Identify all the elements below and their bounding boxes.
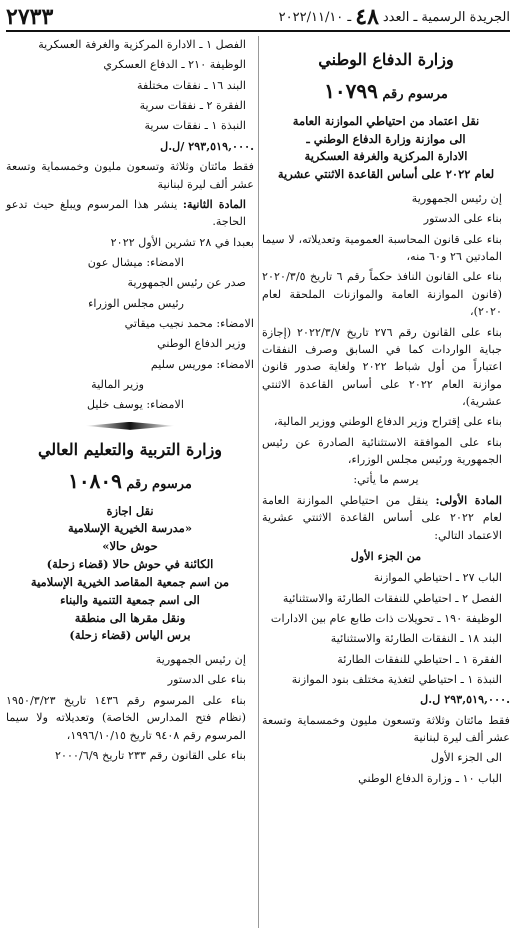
date-line: بعبدا في ٢٨ تشرين الأول ٢٠٢٢ (110, 235, 254, 249)
page-number: ٢٧٣٣ (6, 4, 54, 30)
subject-line: نقل اجازة (106, 503, 154, 518)
subject-line: الى اسم جمعية التنمية والبناء (60, 592, 200, 607)
amount: ٢٩٣,٥١٩,٠٠٠ ل.ل. (420, 692, 510, 707)
left-column (6, 36, 254, 767)
budget-line: النبذة ١ ـ نفقات سرية (144, 119, 246, 133)
signature: الامضاء: ميشال عون (87, 255, 184, 269)
subject-line: حوش حالا» (102, 539, 158, 554)
paragraph: بناء على إقتراح وزير الدفاع الوطني ووزير المالية، (273, 415, 502, 429)
budget-line: البند ١٦ ـ نفقات مختلفة (136, 78, 246, 92)
paragraph: إن رئيس الجمهورية (155, 653, 246, 667)
paragraph: بناء على الدستور (423, 212, 502, 226)
official-title: رئيس مجلس الوزراء (88, 296, 184, 310)
article-label: المادة الثانية: (182, 196, 246, 211)
signature: الامضاء: محمد نجيب ميقاتي (124, 317, 254, 331)
signature: الامضاء: موريس سليم (150, 357, 254, 371)
decree-number: ١٠٧٩٩ (324, 78, 378, 103)
article-2 (6, 196, 254, 231)
amount-words: فقط مائتان وثلاثة وتسعون مليون وخمسماية وتسعة عشر ألف ليرة لبنانية (262, 713, 510, 745)
budget-line: الفقرة ٢ ـ نفقات سرية (139, 99, 246, 113)
subject-line: برس الياس (قضاء زحلة) (69, 628, 191, 643)
article-1 (262, 492, 510, 544)
decree-subject (6, 503, 254, 646)
paragraph: بناء على المرسوم رقم ١٤٣٦ تاريخ ١٩٥٠/٣/٢٣ (نظام فتح المدارس الخاصة) وتعديلاته ولا سيما المرسوم رقم ٩٤٠٨ تاريخ ١٩٩٦/١٠/١٥، (6, 693, 246, 742)
paragraph: يرسم ما يأتي: (353, 473, 419, 487)
budget-line: الفقرة ١ ـ احتياطي للنفقات الطارئة (337, 652, 502, 666)
decree-label: مرسوم رقم (126, 476, 192, 492)
article-text: ينشر هذا المرسوم ويبلغ حيث تدعو الحاجة. (6, 197, 246, 229)
to-heading: الى الجزء الأول (430, 751, 502, 765)
ministry-title: وزارة التربية والتعليم العالي (37, 439, 223, 459)
subject-line: الى موازنة وزارة الدفاع الوطني ـ (306, 131, 466, 146)
budget-line: الباب ١٠ ـ وزارة الدفاع الوطني (358, 771, 502, 785)
subject-line: نقل اعتماد من احتياطي الموازنة العامة (292, 113, 480, 128)
column-divider (258, 36, 259, 928)
amount-words: فقط مائتان وثلاثة وتسعون مليون وخمسماية وتسعة عشر ألف ليرة لبنانية (6, 160, 254, 191)
gazette-info (279, 4, 510, 30)
paragraph: إن رئيس الجمهورية (411, 192, 502, 206)
paragraph: بناء على قانون المحاسبة العمومية وتعديلاته، لا سيما المادتين ٢٦ و٦٠ منه، (262, 232, 502, 264)
paragraph: بناء على القانون النافذ حكماً رقم ٦ تاريخ ٢٠٢٠/٣/٥ (قانون الموازنة العامة والموازنات الملحقة لعام ٢٠٢٠)، (262, 270, 502, 319)
gazette-name: الجريدة الرسمية ـ العدد (382, 9, 510, 25)
page-header (6, 4, 510, 32)
amount: ٢٩٣,٥١٩,٠٠٠ /ل.ل. (160, 138, 254, 153)
signature: الامضاء: يوسف خليل (86, 398, 184, 412)
official-title: وزير الدفاع الوطني (157, 337, 246, 351)
decree-number: ١٠٨٠٩ (68, 468, 122, 493)
paragraph: بناء على القانون رقم ٢٣٣ تاريخ ٢٠٠٠/٦/٩ (55, 748, 246, 762)
ministry-title: وزارة الدفاع الوطني (318, 50, 454, 69)
official-title: وزير المالية (91, 378, 144, 392)
budget-line: الوظيفة ١٩٠ ـ تحويلات ذات طابع عام بين الادارات (270, 611, 502, 625)
right-column (262, 36, 510, 790)
subject-line: الادارة المركزية والغرفة العسكرية (304, 149, 468, 164)
budget-line: البند ١٨ ـ النفقات الطارئة والاستثنائية (330, 632, 502, 646)
budget-line: الباب ٢٧ ـ احتياطي الموازنة (373, 571, 502, 585)
budget-line: الوظيفة ٢١٠ ـ الدفاع العسكري (103, 58, 246, 72)
issue-date: ـ ٢٠٢٢/١١/١٠ (278, 9, 352, 25)
paragraph: بناء على الموافقة الاستثنائية الصادرة عن رئيس الجمهورية ورئيس مجلس الوزراء، (262, 435, 502, 467)
decree-subject (262, 113, 510, 184)
from-heading: من الجزء الأول (350, 548, 422, 563)
subject-line: ونقل مقرها الى منطقة (74, 610, 186, 625)
decree-heading (262, 76, 510, 107)
subject-line: «مدرسة الخيرية الإسلامية (67, 521, 193, 536)
article-label: المادة الأولى: (435, 492, 503, 507)
subject-line: لعام ٢٠٢٢ على أساس القاعدة الاثنتي عشرية (277, 167, 495, 182)
paragraph: بناء على الدستور (167, 673, 246, 687)
budget-line: الفصل ٢ ـ احتياطي للنفقات الطارئة والاستثنائية (282, 591, 502, 605)
budget-line: النبذة ١ ـ احتياطي لتغذية مختلف بنود الموازنة (291, 673, 502, 687)
article-text: ينقل من احتياطي الموازنة العامة لعام ٢٠٢٢ على أساس القاعدة الاثنتي عشرية الاعتماد التالي: (262, 493, 502, 542)
decree-heading (6, 466, 254, 497)
subject-line: من اسم جمعية المقاصد الخيرية الإسلامية (30, 574, 230, 589)
issued-by: صدر عن رئيس الجمهورية (127, 276, 246, 290)
decree-label: مرسوم رقم (382, 86, 448, 102)
issue-number: ٤٨ (355, 4, 379, 30)
budget-line: الفصل ١ ـ الادارة المركزية والغرفة العسكرية (38, 38, 246, 51)
subject-line: الكائنة في حوش حالا (قضاء زحلة) (46, 557, 214, 572)
section-separator (85, 422, 175, 430)
paragraph: بناء على القانون رقم ٢٧٦ تاريخ ٢٠٢٢/٣/٧ (إجازة جباية الواردات كما في السابق وصرف النفقات اعتباراً من أول شباط ٢٠٢٢ ولغاية صدور قانون موازنة العام ٢٠٢٢ على أساس القاعدة الاثنتي عشرية)، (262, 325, 502, 408)
